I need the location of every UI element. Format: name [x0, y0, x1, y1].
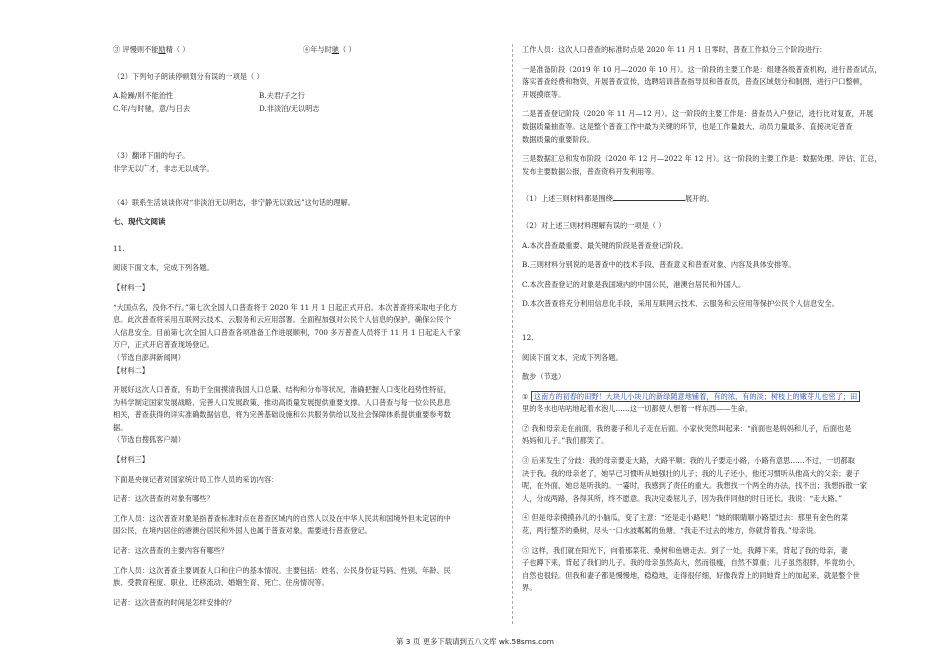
material-1-line: 息。此次普查将采用互联网云技术、云服务和云应用部署。全面程加强对公民个人信息的保护，确保公民个 — [113, 315, 451, 325]
interview-answer: 国公民，在境内居住的港澳台居民和外国人也属于普查对象，需要进行普查登记。 — [113, 526, 372, 536]
option-b: B.夫君/子之行 — [259, 91, 305, 101]
paragraph-4: 花，两行整齐的桑树，尽头一口水波粼粼的鱼塘。“我走不过去的地方，你就背着我。”母亲说。 — [522, 526, 821, 536]
paragraph-3: 呢，在外面，她总是听我的。一霎时，我感到了责任的重大。我想找一个两全的办法，找不出；我想拆散一家 — [522, 481, 868, 491]
reading-instruction: 阅读下面文本，完成下列各题。 — [522, 352, 623, 362]
reading-instruction: 阅读下面文本，完成下列各题。 — [113, 263, 214, 273]
paragraph-3: 人，分成两路，各得其所，终不愿意。我决定委屈儿子，因为我伴同他的时日还长。我说：“走大路。” — [522, 493, 843, 503]
material-1-label: 【材料一】 — [113, 282, 149, 292]
option-d: D.本次普查将充分利用信息化手段，采用互联网云技术、云服务和云应用等保护公民个人信息安全。 — [522, 299, 839, 309]
interview-answer: 工作人员：这次普查对象是指普查标准时点在普查区域内的自然人以及在中华人民共和国境外但未定居的中 — [113, 513, 451, 523]
column-divider — [512, 44, 513, 624]
paragraph-5: 界。 — [522, 583, 537, 593]
question-2: （2）下列句子朗读停顿划分有误的一项是（ ） — [113, 71, 264, 81]
interview-question: 记者：这次普查的时间是怎样安排的？ — [113, 597, 236, 607]
paragraph-3: 决于我。我的母亲老了，她早已习惯听从她强壮的儿子；我的儿子还小，他还习惯听从他高大的父亲；妻子 — [522, 468, 860, 478]
answer-blank[interactable] — [613, 192, 685, 201]
paragraph-4: ④ 但是母亲摸摸孙儿的小脑瓜，变了主意：“还是走小路吧！”她的眼睛顺小路望过去：那里有金色的菜 — [522, 513, 848, 523]
question-4: （4）联系生活谈谈你对“非淡泊无以明志，非宁静无以致远”这句话的理解。 — [113, 197, 355, 207]
phase-1: 开展摸底等。 — [522, 89, 566, 99]
paragraph-3: ③ 后来发生了分歧：我的母亲要走大路，大路平顺；我的儿子要走小路，小路有意思……不过，一切都取 — [522, 456, 855, 466]
material-2-label: 【材料二】 — [113, 365, 149, 375]
paragraph-5: ⑤ 这样，我们就在阳光下，向着那菜花、桑树和鱼塘走去。到了一处，我蹲下来，背起了我的母亲，妻 — [522, 545, 848, 555]
essay-title: 散步（节选） — [522, 372, 566, 382]
material-2-line: 据。 — [113, 422, 128, 432]
option-b: B.三则材料分别说的是普查中的技术手段、普查意义和普查对象、内容及具体安排等。 — [522, 260, 796, 270]
option-a: A.本次普查最重要、最关键的阶段是普查登记阶段。 — [522, 240, 688, 250]
material-2-line: 相关，普查获得的详实准确数据信息，将为完善基础设施和公共服务供给以及社会保障体系提供重要参考数 — [113, 410, 451, 420]
material-3-label: 【材料三】 — [113, 455, 149, 465]
question-number-12: 12. — [522, 332, 534, 342]
interview-answer: 工作人员：这次人口普查的标准时点是 2020 年 11 月 1 日零时，普查工作拟分三个阶段进行： — [522, 45, 827, 54]
fill-in-question-1: （1）上述三则材料都是围绕 展开的。 — [522, 194, 714, 204]
paragraph-2: 妈妈和儿子。”我们都笑了。 — [522, 436, 609, 446]
question-number-11: 11. — [113, 243, 125, 253]
material-2-line: 为科学制定国家发展战略、完善人口发展政策、推动高质量发展提供重要支撑。人口普查与每一位公民息息 — [113, 397, 451, 407]
highlighted-sentence: 这南方的初春的田野！大块儿小块儿的新绿随意地铺着，有的浓，有的淡；树枝上的嫩芽儿也密了；田 — [531, 391, 860, 402]
interview-question: 记者：这次普查的主要内容有哪些？ — [113, 546, 229, 556]
phase-2: 数据质量的重要阶段。 — [522, 134, 594, 144]
paragraph-2: ② 我和母亲走在前面，我的妻子和儿子走在后面。小家伙突然叫起来：“前面也是妈妈和儿子，后面也是 — [522, 423, 852, 433]
material-1-line: 人信息安全。目前第七次全国人口普查各项准备工作进展顺利，700 多万普查人员将于 11 月 1 日起走入千家 — [113, 327, 461, 337]
interview-answer: 族、受教育程度、职业、迁移流动、婚姻生育、死亡、住房情况等。 — [113, 578, 329, 588]
material-1-source: （节选自澎湃新闻网） — [113, 352, 185, 362]
material-3-intro: 下面是央视记者对国家统计局工作人员的采访内容： — [113, 474, 279, 484]
material-2-line: 开展好这次人口普查，有助于全面摸清我国人口总量、结构和分布等状况，准确把握人口变化趋势性特征， — [113, 385, 451, 395]
option-c: C.年/与时驰，意/与日去 — [113, 103, 191, 113]
question-3: （3）翻译下面的句子。 — [113, 151, 190, 161]
phase-3: 发布主要数据公报，普查资料开发利用等。 — [522, 166, 659, 176]
paragraph-1: ① 这南方的初春的田野！大块儿小块儿的新绿随意地铺着，有的浓，有的淡；树枝上的嫩芽儿也密了；田 — [522, 391, 914, 404]
page-footer: 第 3 页 更多下载请到五八文库 wk.58sms.com — [396, 637, 554, 646]
paragraph-5: 自然也很轻。但我和妻子都是慢慢地，稳稳地，走得很仔细，好像我背上的同她背上的加起来，就是整个世 — [522, 570, 860, 580]
right-column — [522, 44, 914, 595]
question-2: （2）对上述三则材料理解有误的一项是（ ） — [522, 220, 666, 230]
option-d: D.非淡泊/无以明志 — [259, 103, 320, 113]
material-1-line: 万户，正式开启普查现场登记。 — [113, 340, 214, 350]
paragraph-1: 里的冬水也咕咕地起着水泡儿……这一切都使人想着一样东西——生命。 — [522, 404, 753, 414]
vocab-items-row — [113, 44, 503, 57]
phase-1: 落实普查经费和物资，开展普查宣传，选聘培训普查指导员和普查员，普查区域划分和制图，进行户口整顿， — [522, 77, 868, 87]
question-3-sentence: 非学无以广才，非志无以成学。 — [113, 163, 214, 173]
paragraph-5: 子也蹲下来，背起了我们的儿子。我的母亲虽然高大，然而很瘦，自然不算重；儿子虽然很胖，毕竟幼小， — [522, 558, 860, 568]
phase-1: 一是准备阶段（2019 年 10 月—2020 年 10 月）。这一阶段的主要工作是：组建各级普查机构，进行普查试点， — [522, 64, 882, 74]
phase-3: 三是数据汇总和发布阶段（2020 年 12 月—2022 年 12 月）。这一阶段的主要工作是：数据处理、评估、汇总， — [522, 154, 882, 164]
vocab-item-4: ④年与时驰（ ） — [303, 45, 356, 54]
phase-2: 数据质量抽查等。这是整个普查工作中最为关键的环节，也是工作量最大、动员力量最多、直接决定普查 — [522, 121, 853, 131]
interview-question: 记者：这次普查的对象有哪些？ — [113, 494, 214, 504]
phase-2: 二是普查登记阶段（2020 年 11 月—12 月）。这一阶段的主要工作是：普查员入户登记，进行比对复查，开展 — [522, 109, 874, 119]
material-2-source: （节选自搜狐客户端） — [113, 435, 185, 445]
material-1-line: “大国点名，没你不行。”第七次全国人口普查将于 2020 年 11 月 1 日起正式开启。本次普查将采取电子化方 — [113, 302, 458, 312]
left-column — [113, 44, 503, 609]
interview-answer: 工作人员：这次普查主要调查人口和住户的基本情况。主要包括：姓名、公民身份证号码、性别、年龄、民 — [113, 565, 451, 575]
option-c: C.本次普查登记的对象是我国境内的中国公民，港澳台居民和外国人。 — [522, 279, 746, 289]
option-a: A.险躁/则不能治性 — [113, 91, 174, 101]
section-heading: 七、现代文阅读 — [113, 217, 166, 227]
vocab-item-3: ③ 评慢则不能励精（ ） — [113, 45, 190, 54]
